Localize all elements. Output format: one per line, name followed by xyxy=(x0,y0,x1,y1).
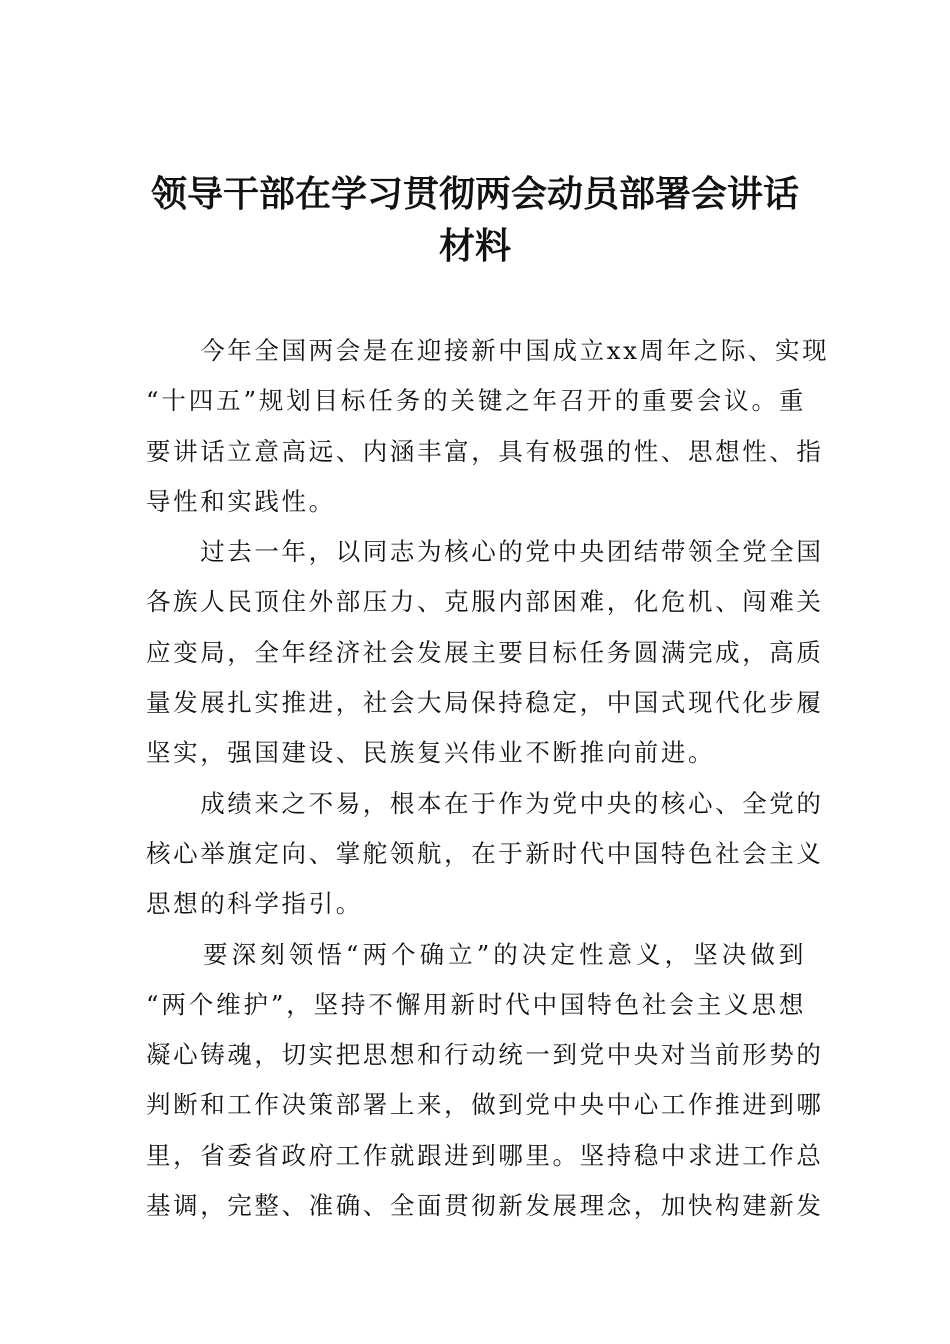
paragraph-line: 基调，完整、准确、全面贯彻新发展理念，加快构建新发 xyxy=(146,1191,824,1221)
paragraph-line: 思想的科学指引。 xyxy=(146,889,363,919)
paragraph-line: 坚实，强国建设、民族复兴伟业不断推向前进。 xyxy=(146,738,716,768)
paragraph-1 xyxy=(146,326,830,527)
paragraph-line: 导性和实践性。 xyxy=(146,486,336,516)
paragraph-3 xyxy=(146,779,824,930)
paragraph-line: 里，省委省政府工作就跟进到哪里。坚持稳中求进工作总 xyxy=(146,1140,824,1170)
title-line-1: 领导干部在学习贯彻两会动员部署会讲话 xyxy=(150,173,799,215)
paragraph-line: 要讲话立意高远、内涵丰富，具有极强的性、思想性、指 xyxy=(146,436,824,466)
paragraph-line: 判断和工作决策部署上来，做到党中央中心工作推进到哪 xyxy=(146,1090,824,1120)
paragraph-line: 要深刻领悟“两个确立”的决定性意义，坚决做到 xyxy=(146,939,806,969)
paragraph-2 xyxy=(146,527,824,778)
paragraph-line: 成绩来之不易，根本在于作为党中央的核心、全党的 xyxy=(146,788,824,818)
paragraph-line: “两个维护”，坚持不懈用新时代中国特色社会主义思想 xyxy=(146,989,806,1019)
document-title xyxy=(110,168,840,272)
paragraph-line: 应变局，全年经济社会发展主要目标任务圆满完成，高质 xyxy=(146,637,824,667)
paragraph-line: “十四五”规划目标任务的关键之年召开的重要会议。重 xyxy=(146,386,806,416)
paragraph-line: 今年全国两会是在迎接新中国成立xx周年之际、实现 xyxy=(146,336,830,365)
paragraph-line: 凝心铸魂，切实把思想和行动统一到党中央对当前形势的 xyxy=(146,1040,824,1070)
paragraph-line: 核心举旗定向、掌舵领航，在于新时代中国特色社会主义 xyxy=(146,838,824,868)
paragraph-4 xyxy=(146,930,824,1232)
paragraph-line: 过去一年，以同志为核心的党中央团结带领全党全国 xyxy=(146,537,824,567)
paragraph-line: 各族人民顶住外部压力、克服内部困难，化危机、闯难关 xyxy=(146,587,824,617)
title-line-2: 材料 xyxy=(438,225,511,267)
document-body xyxy=(146,326,830,1231)
paragraph-line: 量发展扎实推进，社会大局保持稳定，中国式现代化步履 xyxy=(146,688,824,718)
